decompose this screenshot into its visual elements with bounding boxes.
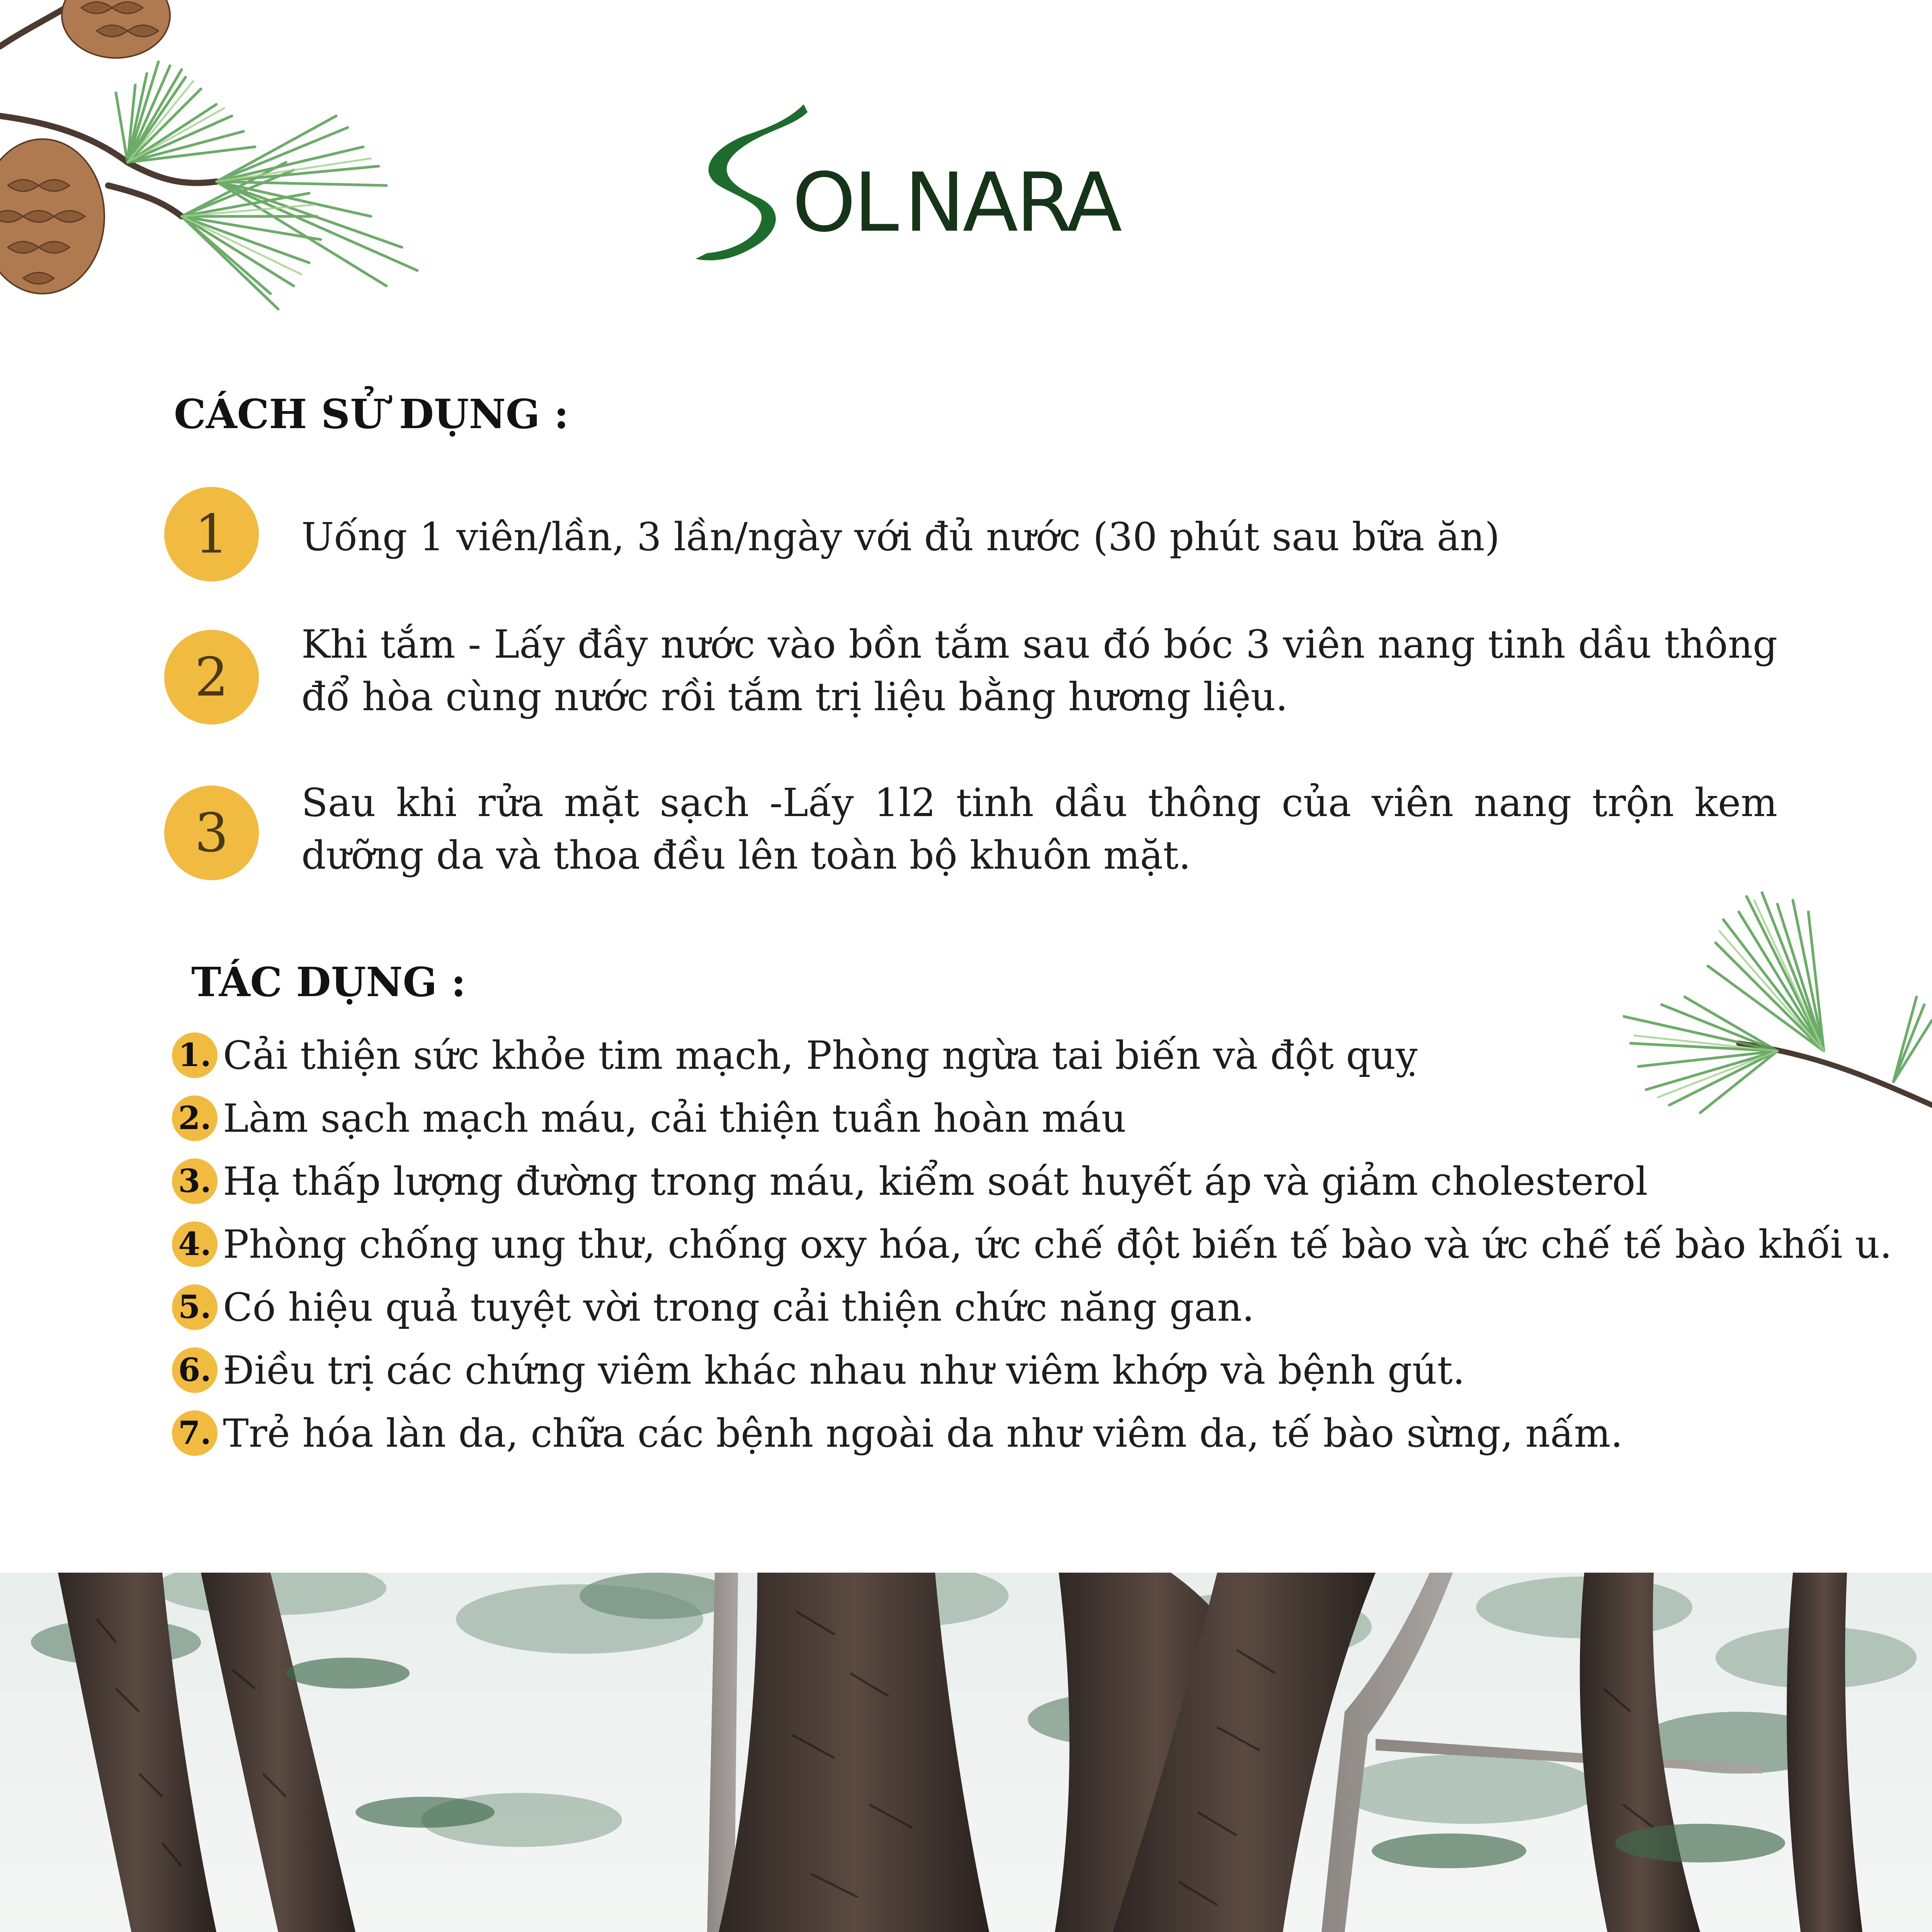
- effect-text: Phòng chống ung thư, chống oxy hóa, ức chế đột biến tế bào và ức chế tế bào khối u.: [223, 1221, 1892, 1267]
- effect-item: [172, 1410, 1623, 1464]
- effect-item: [172, 1347, 1465, 1401]
- effect-number-badge: 5.: [172, 1284, 218, 1330]
- step-number-badge: 1: [164, 487, 259, 582]
- logo-wordmark: [792, 155, 1120, 250]
- effect-item: [172, 1221, 1892, 1276]
- effect-number-badge: 4.: [172, 1221, 218, 1267]
- effect-number-badge: 3.: [172, 1158, 218, 1204]
- effect-number-badge: 2.: [172, 1095, 218, 1141]
- logo-ol-text: OL: [792, 155, 897, 250]
- effect-item: [172, 1095, 1126, 1150]
- effect-number-badge: 7.: [172, 1410, 218, 1456]
- misty-pine-forest-photo: [0, 1573, 1932, 1932]
- effect-item: [172, 1284, 1254, 1338]
- effect-number-badge: 1.: [172, 1032, 218, 1078]
- step-number-badge: 2: [164, 630, 259, 724]
- effect-text: Cải thiện sức khỏe tim mạch, Phòng ngừa tai biến và đột quỵ: [223, 1032, 1418, 1078]
- step-text: Sau khi rửa mặt sạch -Lấy 1l2 tinh dầu thông của viên nang trộn kem dưỡng da và thoa đều lên toàn bộ khuôn mặt.: [301, 780, 1777, 878]
- effect-item: [172, 1032, 1417, 1087]
- effect-text: Điều trị các chứng viêm khác nhau như viêm khớp và bệnh gút.: [223, 1347, 1465, 1393]
- effect-text: Làm sạch mạch máu, cải thiện tuần hoàn máu: [223, 1095, 1126, 1141]
- effect-text: Trẻ hóa làn da, chữa các bệnh ngoài da như viêm da, tế bào sừng, nấm.: [223, 1410, 1623, 1456]
- effect-text: Hạ thấp lượng đường trong máu, kiểm soát huyết áp và giảm cholesterol: [223, 1158, 1648, 1204]
- effect-text: Có hiệu quả tuyệt vời trong cải thiện chức năng gan.: [223, 1284, 1255, 1330]
- step-text: Uống 1 viên/lần, 3 lần/ngày với đủ nước (30 phút sau bữa ăn): [301, 514, 1500, 560]
- logo-nara-text: NARA: [904, 155, 1120, 250]
- effect-number-badge: 6.: [172, 1347, 218, 1393]
- pine-branch-with-cones-illustration: [0, 0, 433, 332]
- solnara-logo: [692, 104, 1124, 267]
- effect-item: [172, 1158, 1648, 1213]
- pine-branch-illustration: [1623, 889, 1932, 1128]
- effects-heading: TÁC DỤNG :: [191, 958, 466, 1006]
- step-text: Khi tắm - Lấy đầy nước vào bồn tắm sau đó bóc 3 viên nang tinh dầu thông đổ hòa cùng nước rồi tắm trị liệu bằng hương liệu.: [301, 622, 1777, 719]
- usage-heading: CÁCH SỬ DỤNG :: [174, 390, 569, 438]
- step-number-badge: 3: [164, 786, 259, 880]
